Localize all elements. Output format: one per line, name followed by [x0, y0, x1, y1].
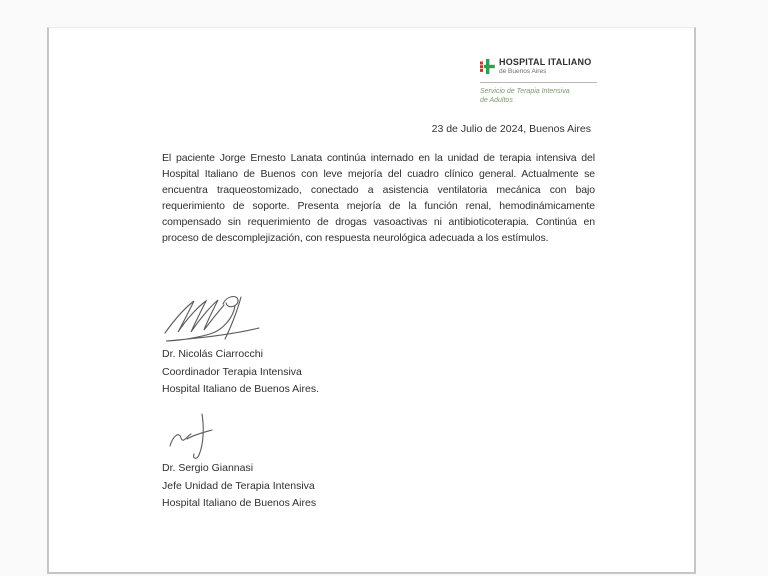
- hospital-logo: [480, 58, 600, 105]
- signer-title: Coordinador Terapia Intensiva: [162, 365, 302, 378]
- signature-block-1: [162, 346, 319, 399]
- service-name: Servicio de Terapia Intensiva de Adultos: [480, 87, 570, 104]
- signature-block-2: [162, 460, 316, 513]
- letter-body-paragraph: El paciente Jorge Ernesto Lanata continúa internado en la unidad de terapia intensiva del Hospital Italiano de Buenos con leve mejoría del cuadro clínico general. Actualmente se encuentra traqueostomizado, conectado a asistencia ventilatoria mecánica con bajo requerimiento de soporte. Presenta mejoría de la función renal, hemodinámicamente compensado sin requerimiento de drogas vasoactivas ni antibioticoterapia. Continúa en proceso de descomplejización, con respuesta neurológica adecuada a los estímulos.: [162, 152, 595, 244]
- logo-separator: [480, 82, 597, 83]
- hospital-cross-icon: [480, 59, 495, 74]
- hospital-name: HOSPITAL ITALIANO: [499, 57, 592, 67]
- signer-org: Hospital Italiano de Buenos Aires.: [162, 383, 320, 395]
- signer-org: Hospital Italiano de Buenos Aires: [162, 497, 317, 509]
- letter-page: [47, 27, 696, 574]
- signer-name: Dr. Sergio Giannasi: [162, 462, 254, 474]
- signer-name: Dr. Nicolás Ciarrocchi: [162, 348, 263, 360]
- hospital-subname: de Buenos Aires: [499, 68, 547, 75]
- signature-scribble-1: [159, 286, 274, 351]
- date-line: 23 de Julio de 2024, Buenos Aires: [431, 123, 591, 135]
- signer-title: Jefe Unidad de Terapia Intensiva: [162, 479, 315, 492]
